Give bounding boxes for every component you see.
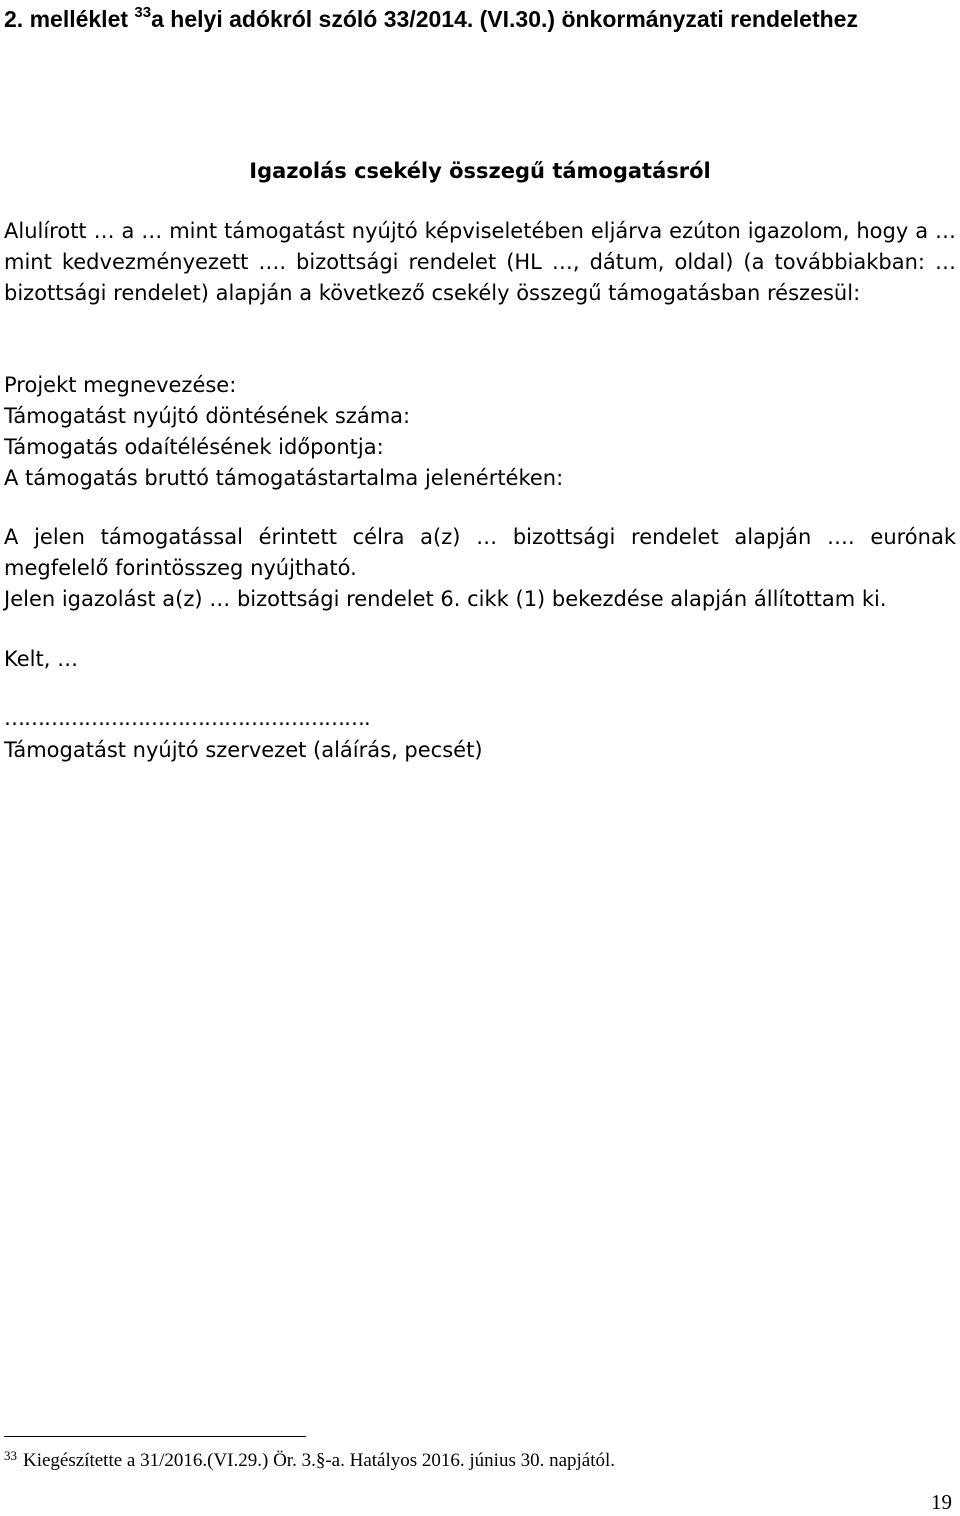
footnote-reference: 33 [134,4,152,21]
field-gross-amount: A támogatás bruttó támogatástartalma jelenértéken: [4,466,564,490]
footnote-separator [4,1436,306,1437]
document-title: Igazolás csekély összegű támogatásról [249,159,711,183]
signature-caption: Támogatást nyújtó szervezet (aláírás, pecsét) [4,738,483,762]
field-list [4,370,956,494]
appendix-heading [4,3,956,35]
heading-prefix: 2. melléklet [4,6,135,32]
footnote-number: 33 [4,1448,17,1463]
intro-paragraph: Alulírott … a … mint támogatást nyújtó képviseletében eljárva ezúton igazolom, hogy a … mint kedvezményezett …. bizottsági rendelet (HL …, dátum, oldal) (a továbbiakban: … bizottsági rendelet) alapján a következő csekély összegű támogatásban részesül: [4,219,956,305]
field-award-date: Támogatás odaítélésének időpontja: [4,435,384,459]
footnote-text: Kiegészítette a 31/2016.(VI.29.) Ör. 3.§-a. Hatályos 2016. június 30. napjától. [23,1450,616,1471]
page-number: 19 [931,1490,952,1514]
place-date-line: Kelt, … [4,647,79,671]
field-project-name: Projekt megnevezése: [4,373,237,397]
signature-dotted-line: ………………………………………………. [4,706,370,730]
heading-rest: a helyi adókról szóló 33/2014. (VI.30.) önkormányzati rendelethez [151,6,858,32]
amount-paragraph: A jelen támogatással érintett célra a(z) … bizottsági rendelet alapján …. eurónak megfelelő forintösszeg nyújtható. [4,525,956,580]
issuance-paragraph: Jelen igazolást a(z) … bizottsági rendelet 6. cikk (1) bekezdése alapján állítottam ki. [4,587,887,611]
footnote [4,1448,615,1474]
field-decision-number: Támogatást nyújtó döntésének száma: [4,404,411,428]
